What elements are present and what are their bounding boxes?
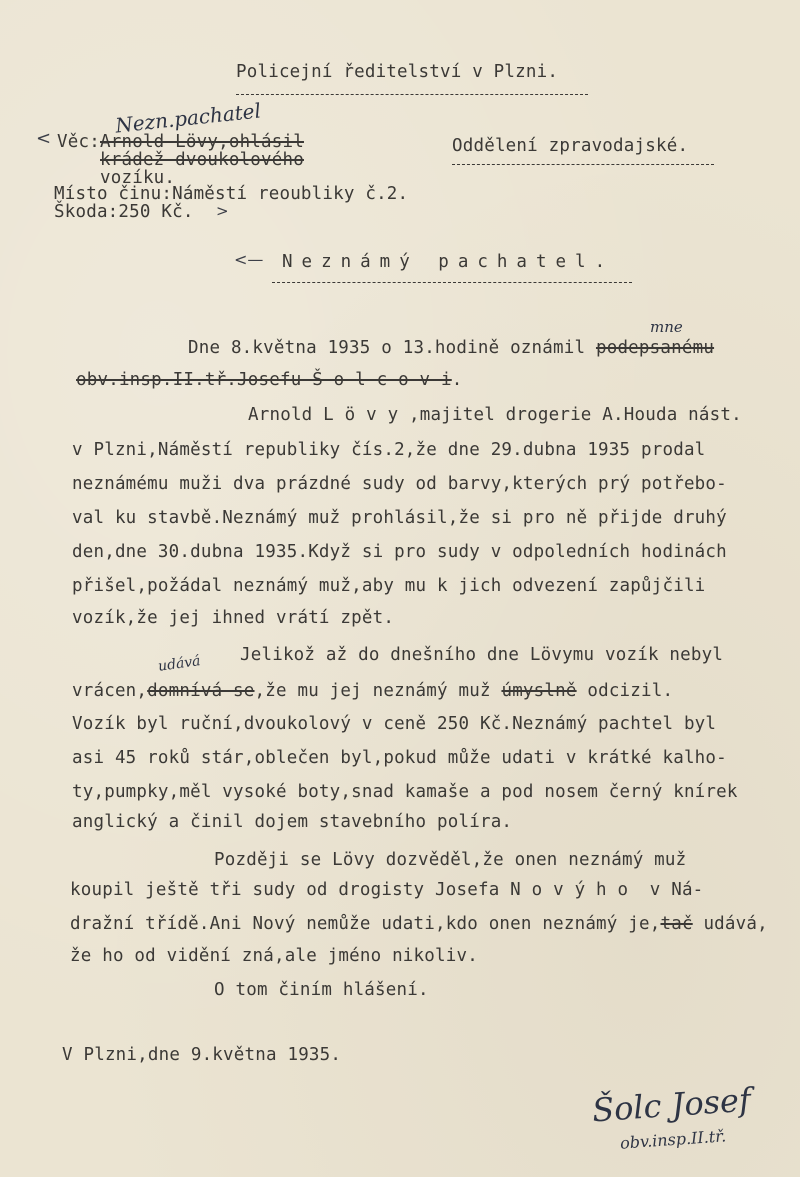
document-title: Neznámý pachatel.	[282, 252, 615, 272]
p2-line-4: val ku stavbě.Neznámý muž prohlásil,že si pro ně přijde druhý	[72, 508, 727, 528]
p2-line-6: přišel,požádal neznámý muž,aby mu k jich odvezení zapůjčili	[72, 576, 706, 596]
subject-line-3: vozíku.	[100, 168, 176, 188]
p4-line-4: že ho od vidění zná,ale jméno nikoliv.	[70, 946, 478, 966]
date-line: V Plzni,dne 9.května 1935.	[62, 1045, 342, 1065]
subject-label: Věc:	[57, 132, 100, 152]
p3-line-6: anglický a činil dojem stavebního políra.	[72, 812, 513, 832]
title-underline	[272, 282, 632, 283]
p1-line-2: obv.insp.II.tř.Josefu Š o l c o v i.	[76, 370, 463, 390]
p1-line-1: Dne 8.května 1935 o 13.hodině oznámil podepsanému	[188, 338, 715, 358]
damage-line: Škoda:250 Kč.	[54, 202, 194, 222]
p2-line-7: vozík,že jej ihned vrátí zpět.	[72, 608, 395, 628]
signature: Šolc Josef	[590, 1080, 752, 1130]
department-underline	[452, 164, 714, 165]
p4-line-1: Později se Lövy dozvěděl,že onen neznámý muž	[214, 850, 687, 870]
department-heading: Oddělení zpravodajské.	[452, 136, 689, 156]
damage-arrow-mark: >	[216, 202, 229, 220]
subject-line-1: Arnold Lövy,ohlásil	[100, 132, 304, 152]
p2-line-1: Arnold L ö v y ,majitel drogerie A.Houda nást.	[248, 405, 742, 425]
correction-udava: udává	[157, 653, 202, 675]
p4-line-2: koupil ještě tři sudy od drogisty Josefa N o v ý h o v Ná-	[70, 880, 704, 900]
p3-line-1: Jelikož až do dnešního dne Lövymu vozík nebyl	[240, 645, 724, 665]
p3-line-5: ty,pumpky,měl vysoké boty,snad kamaše a pod nosem černý knírek	[72, 782, 738, 802]
correction-mne: mne	[650, 318, 683, 336]
subject-annotation: Nezn.pachatel	[114, 98, 262, 138]
margin-arrow-mark: <	[36, 128, 52, 149]
p2-line-5: den,dne 30.dubna 1935.Když si pro sudy v odpoledních hodinách	[72, 542, 727, 562]
place-line: Místo činu:Náměstí reoubliky č.2.	[54, 184, 409, 204]
title-arrow-mark: <—	[234, 250, 264, 269]
p2-line-3: neznámému muži dva prázdné sudy od barvy,kterých prý potřebo-	[72, 474, 727, 494]
authority-underline	[236, 94, 588, 95]
authority-heading: Policejní ředitelství v Plzni.	[236, 62, 559, 82]
p4-line-3: dražní třídě.Ani Nový nemůže udati,kdo onen neznámý je,tač udává,	[70, 914, 768, 934]
p2-line-2: v Plzni,Náměstí republiky čís.2,že dne 29.dubna 1935 prodal	[72, 440, 706, 460]
p3-line-3: Vozík byl ruční,dvoukolový v ceně 250 Kč.Neznámý pachtel byl	[72, 714, 717, 734]
p3-line-2: vrácen,domnívá se,že mu jej neznámý muž úmyslně odcizil.	[72, 681, 674, 701]
subject-line-2: krádež dvoukolového	[100, 150, 304, 170]
closing-line: O tom činím hlášení.	[214, 980, 429, 1000]
p3-line-4: asi 45 roků stár,oblečen byl,pokud může udati v krátké kalho-	[72, 748, 727, 768]
signature-title: obv.insp.II.tř.	[619, 1126, 727, 1153]
